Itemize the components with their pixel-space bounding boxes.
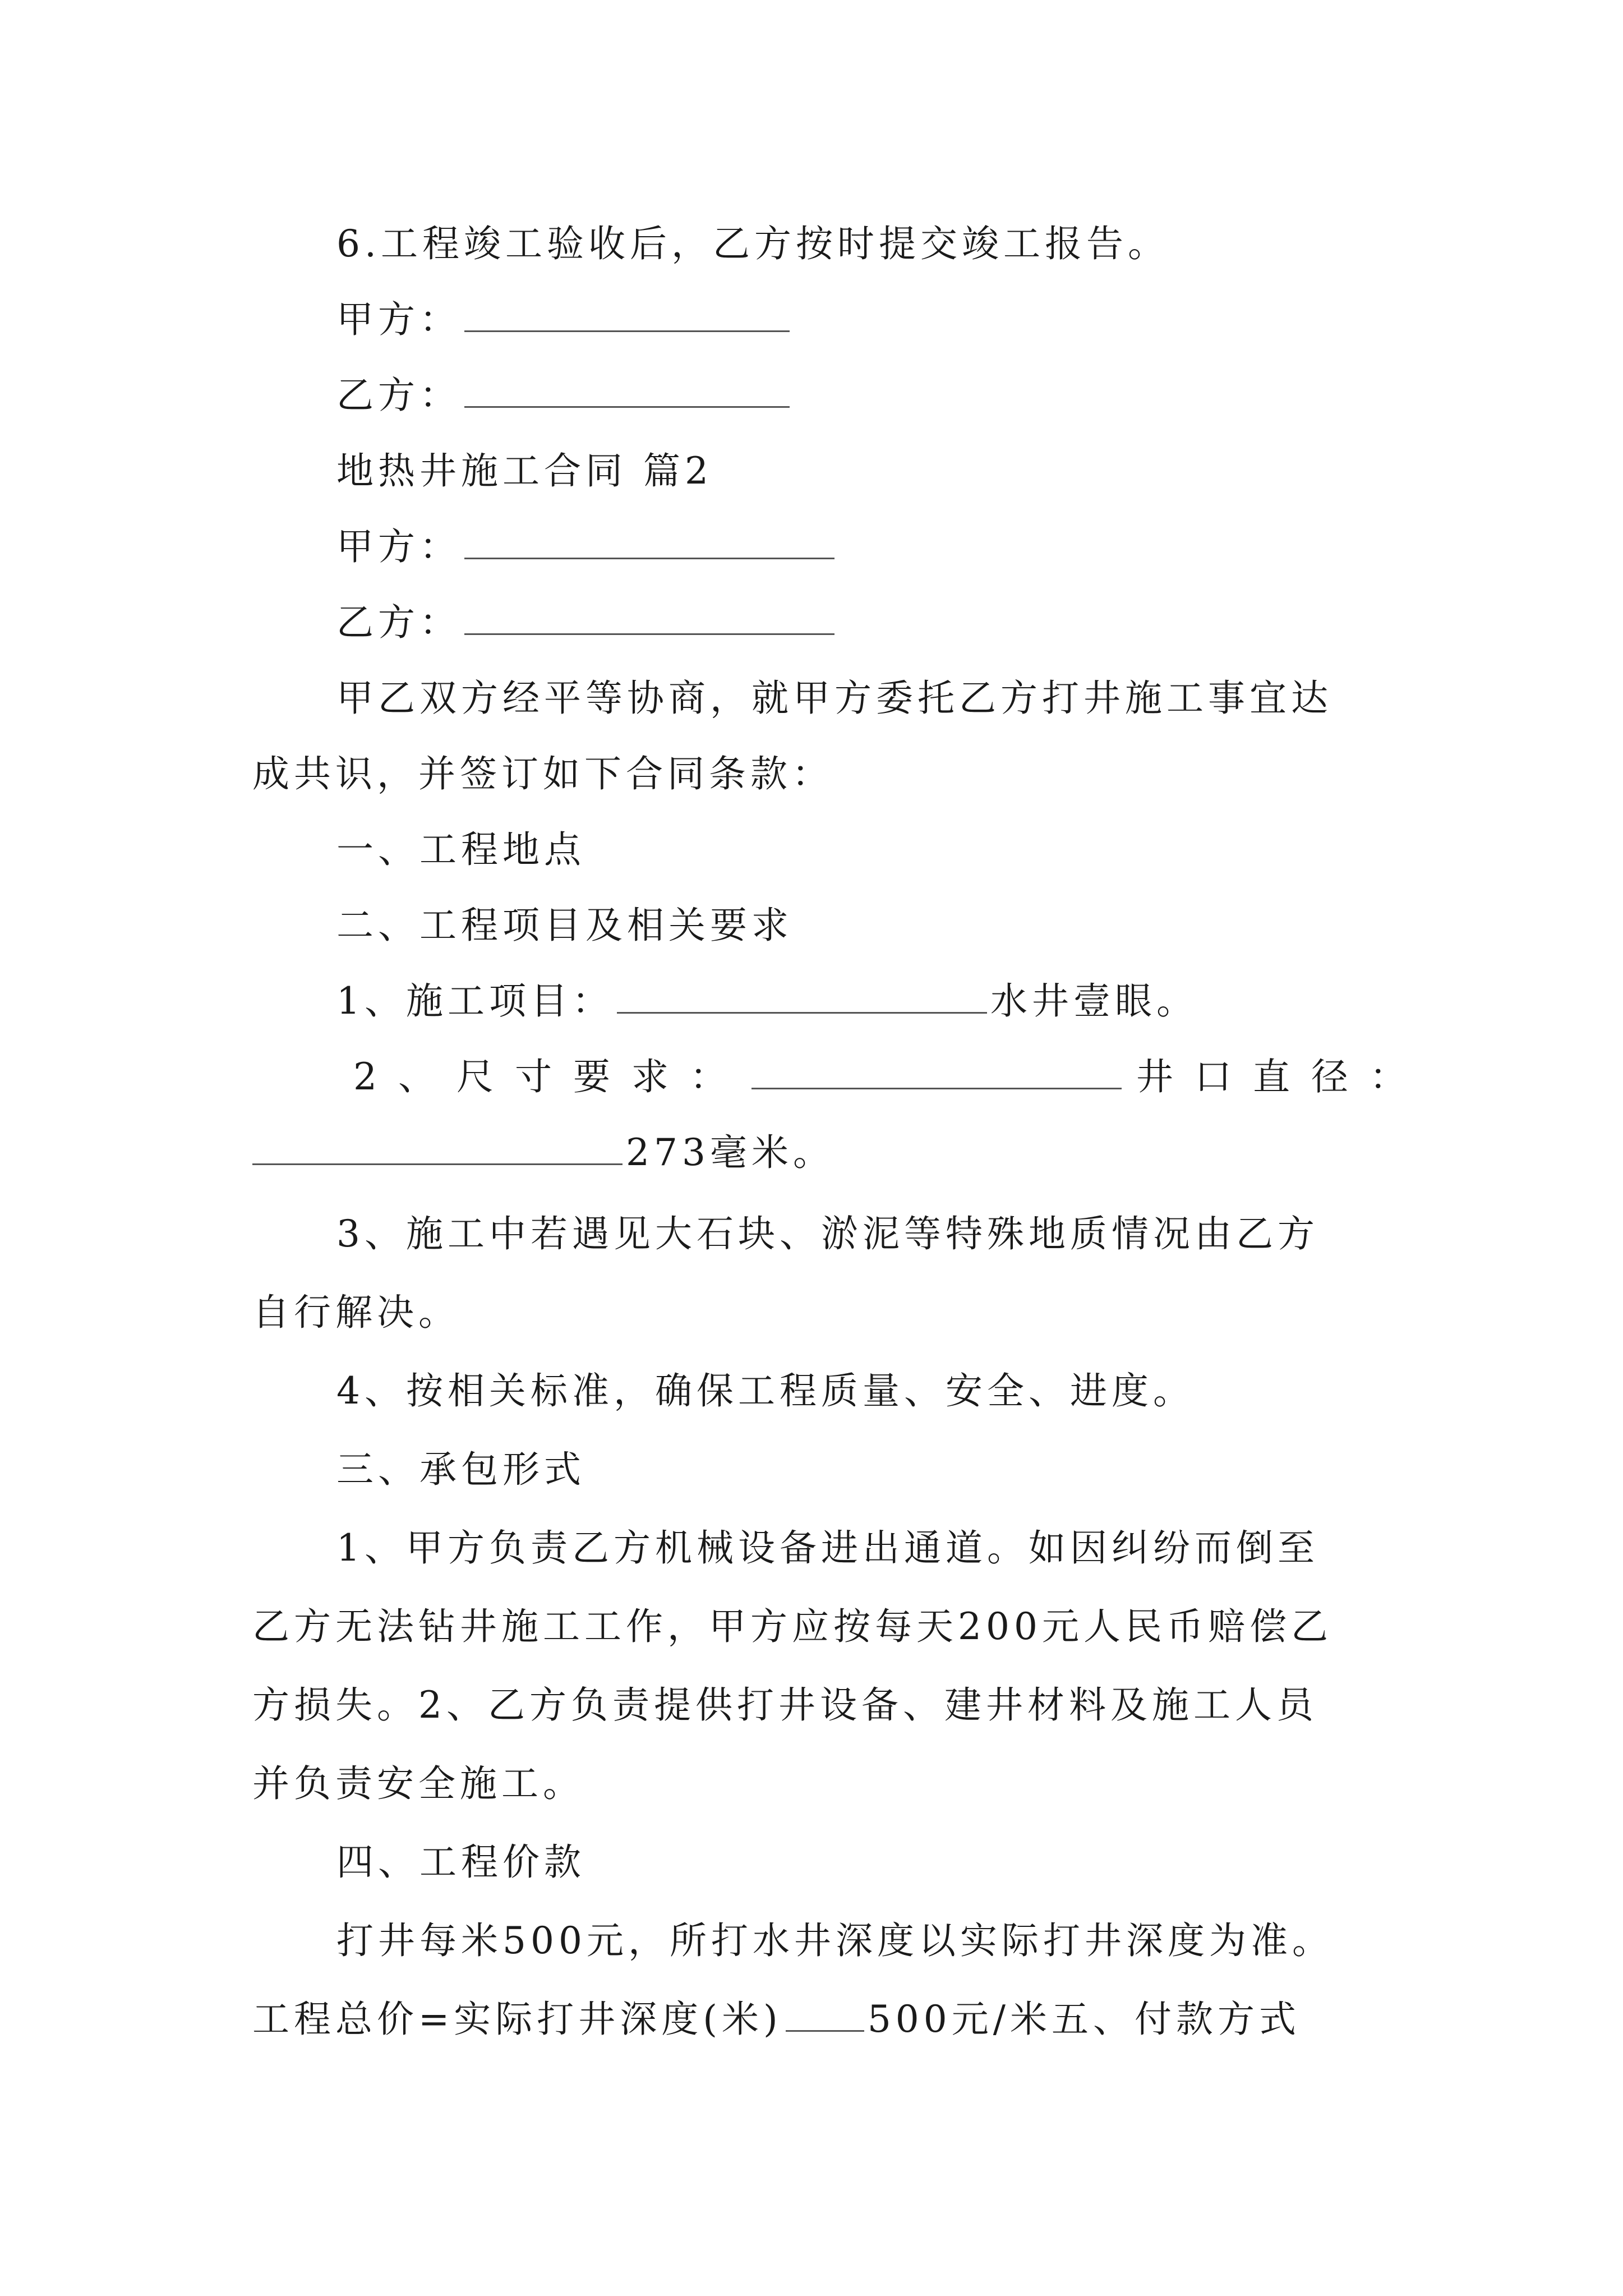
party-b-signature-line	[0, 356, 1623, 435]
item-size-requirement-cont	[0, 1114, 1623, 1192]
multiplier-blank	[786, 2026, 864, 2032]
section-heading-price	[0, 1823, 1623, 1902]
heading: 四、工程价款	[336, 1841, 585, 1884]
preamble-line-1	[0, 659, 1623, 738]
label: 乙方：	[336, 374, 461, 417]
text: 乙方无法钻井施工工作，甲方应按每天200元人民币赔偿乙	[252, 1605, 1332, 1648]
label: 2、尺寸要求：	[353, 1055, 748, 1098]
item-standards	[0, 1352, 1623, 1430]
text: 273毫米。	[626, 1131, 834, 1174]
text: 方损失。2、乙方负责提供打井设备、建井材料及施工人员	[252, 1683, 1318, 1727]
diameter-blank	[252, 1159, 623, 1165]
paragraph-completion-report	[0, 205, 1623, 283]
preamble-line-2	[0, 735, 1623, 813]
text: 3、施工中若遇见大石块、淤泥等特殊地质情况由乙方	[336, 1212, 1319, 1255]
item-geology-line-1	[0, 1195, 1623, 1273]
label: 1、施工项目：	[336, 979, 614, 1023]
heading: 二、工程项目及相关要求	[336, 904, 793, 947]
signature-blank	[464, 326, 790, 332]
section-heading-project	[0, 886, 1623, 965]
name-blank	[464, 553, 834, 559]
contract-form-line-1	[0, 1509, 1623, 1588]
text: 1、甲方负责乙方机械设备进出通道。如因纠纷而倒至	[336, 1526, 1319, 1570]
heading: 一、工程地点	[336, 828, 585, 871]
text: 500元/米五、付款方式	[867, 1998, 1301, 2041]
label: 甲方：	[336, 298, 461, 341]
text: 成共识，并签订如下合同条款：	[252, 752, 833, 795]
size-blank	[751, 1083, 1122, 1089]
label: 乙方：	[336, 601, 461, 644]
label-diameter: 井口直径：	[1136, 1055, 1428, 1098]
party-a-signature-line	[0, 280, 1623, 359]
item-size-requirement	[0, 1038, 1623, 1116]
contract-form-line-3	[0, 1666, 1623, 1745]
party-b-line	[0, 583, 1623, 662]
section-heading-location	[0, 811, 1623, 889]
text: 自行解决。	[252, 1291, 460, 1334]
contract-form-line-4	[0, 1745, 1623, 1823]
item-geology-line-2	[0, 1273, 1623, 1352]
text: 并负责安全施工。	[252, 1762, 584, 1805]
signature-blank	[464, 402, 790, 408]
text: 打井每米500元，所打水井深度以实际打井深度为准。	[336, 1919, 1334, 1962]
text: 6.工程竣工验收后，乙方按时提交竣工报告。	[336, 222, 1169, 265]
text: 水井壹眼。	[990, 979, 1198, 1023]
price-line-2	[0, 1980, 1623, 2059]
name-blank	[464, 629, 834, 635]
heading: 三、承包形式	[336, 1448, 585, 1491]
label: 甲方：	[336, 525, 461, 568]
price-line-1	[0, 1902, 1623, 1980]
party-a-line	[0, 508, 1623, 586]
text: 甲乙双方经平等协商，就甲方委托乙方打井施工事宜达	[336, 677, 1332, 720]
contract-title-2	[0, 432, 1623, 510]
section-heading-contract-form	[0, 1430, 1623, 1509]
text: 4、按相关标准，确保工程质量、安全、进度。	[336, 1369, 1195, 1412]
text: 工程总价=实际打井深度(米)	[252, 1998, 782, 2041]
item-construction-project	[0, 962, 1623, 1041]
title: 地热井施工合同 篇2	[336, 449, 713, 493]
contract-form-line-2	[0, 1588, 1623, 1666]
project-blank	[617, 1007, 987, 1014]
